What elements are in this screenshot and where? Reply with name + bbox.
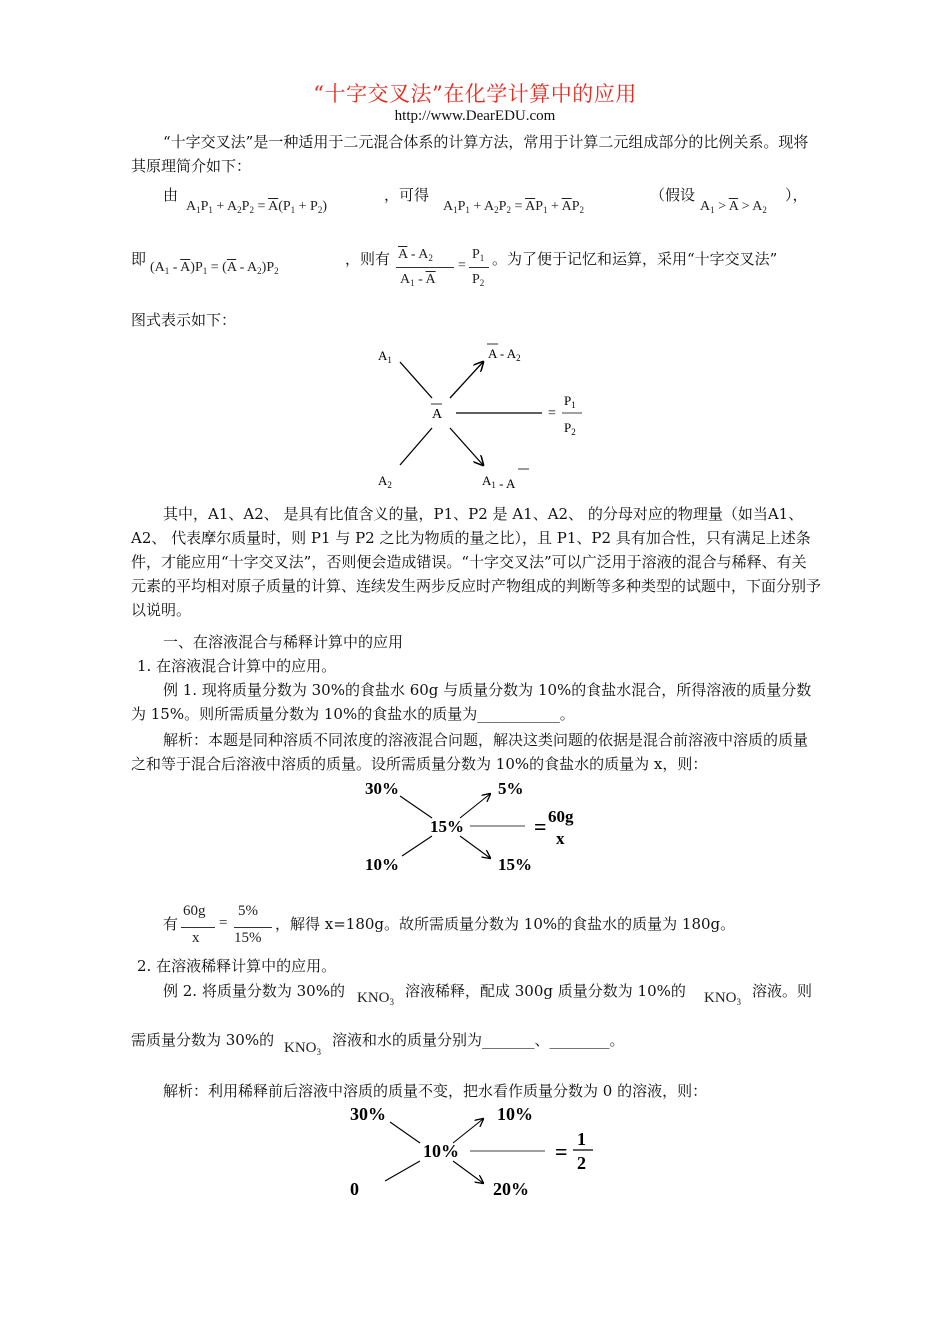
d2-center: 10% (423, 1141, 459, 1161)
res1-you: 有 (163, 915, 179, 933)
label-abar-minus-a2: A - $A_2$ (488, 346, 521, 363)
svg-text:=: = (548, 406, 556, 421)
label-abar: A (432, 407, 443, 422)
label-a1-minus-abar: $A_1$ - A (482, 473, 516, 491)
d1-top-right: 5% (498, 779, 524, 798)
formula-2: $A_1P_1 + A_2P_2 = \overline{A}P_1 + \overline{A}P_2$ (443, 199, 585, 215)
label-a2: $A_2$ (378, 473, 392, 490)
text-you: 由 (163, 186, 179, 204)
section-heading-1: 一、在溶液混合与稀释计算中的应用 (163, 633, 404, 651)
svg-text:=: = (534, 814, 547, 839)
text-zeyou: ，则有 (345, 250, 391, 268)
d1-top-left: 30% (365, 779, 399, 798)
svg-text:=: = (555, 1139, 568, 1164)
subsection-2: 2. 在溶液稀释计算中的应用。 (137, 957, 337, 975)
formula-condition: $A_1 > \overline{A} > A_2$ (700, 199, 767, 215)
res1-eq: = (219, 915, 228, 931)
text-after: 。为了便于记忆和运算，采用“十字交叉法” (492, 250, 778, 268)
ex2-d: 需质量分数为 30%的 (131, 1031, 275, 1049)
res1-d2: 15% (234, 930, 262, 946)
formula-3: $(A_1 - \overline{A})P_1 = (\overline{A} - A_2)P_2$ (150, 260, 279, 276)
text-tushi: 图式表示如下： (131, 311, 237, 329)
formula-1: $A_1P_1 + A_2P_2 = \overline{A}(P_1 + P_2)$ (186, 199, 328, 215)
fraction-den: $A_1 - \overline{A}$ (400, 272, 436, 288)
page-title: “十字交叉法”在化学计算中的应用 (313, 82, 637, 106)
fraction2-bar (469, 267, 489, 268)
res1-bar2 (234, 927, 272, 928)
fraction2-den: $P_2$ (472, 272, 485, 288)
ex2-kno3-3: $KNO_3$ (284, 1040, 321, 1057)
ex2-b: 溶液稀释，配成 300g 质量分数为 10%的 (405, 982, 686, 1000)
label-a1: $A_1$ (378, 348, 392, 365)
res1-text: ，解得 x=180g。故所需质量分数为 10%的食盐水的质量为 180g。 (275, 915, 736, 933)
source-url[interactable]: http://www.DearEDU.com (394, 108, 556, 124)
d2-top-left: 30% (350, 1104, 386, 1124)
text-ji: 即 (131, 250, 147, 268)
cross-diagram-general (370, 340, 600, 495)
d2-bottom-right: 20% (493, 1179, 529, 1199)
d2-denominator: 2 (577, 1153, 586, 1173)
answer-1: 解析：本题是同种溶质不同浓度的溶液混合问题，解决这类问题的依据是混合前溶液中溶质的质量之和等于混合后溶液中溶质的质量。设所需质量分数为 10%的食盐水的质量为 x，则： (131, 731, 809, 773)
res1-bar1 (181, 927, 215, 928)
fraction2-num: $P_1$ (472, 247, 485, 263)
d2-bottom-left: 0 (350, 1179, 359, 1199)
example-1: 例 1. 现将质量分数为 30%的食盐水 60g 与质量分数为 10%的食盐水混合，所得溶液的质量分数为 15%。则所需质量分数为 10%的食盐水的质量为___________。 (131, 681, 812, 723)
fraction-bar (396, 267, 454, 268)
ex2-e: 溶液和水的质量分别为_______、________。 (332, 1031, 625, 1049)
d2-numerator: 1 (577, 1129, 586, 1149)
text-kede: ，可得 (384, 186, 430, 204)
ex2-kno3-1: $KNO_3$ (357, 990, 394, 1007)
d1-bottom-right: 15% (498, 855, 532, 874)
ex2-a: 例 2. 将质量分数为 30%的 (163, 982, 345, 1000)
svg-text:P2: $P_2$ (564, 420, 576, 437)
cross-diagram-dilution (345, 1103, 605, 1203)
d1-numerator: 60g (548, 807, 574, 826)
intro-paragraph: “十字交叉法”是一种适用于二元混合体系的计算方法，常用于计算二元组成部分的比例关系。现将其原理简介如下： (131, 133, 809, 175)
ex2-c: 溶液。则 (752, 982, 813, 1000)
svg-text:P1: $P_1$ (564, 393, 576, 410)
ex2-kno3-2: $KNO_3$ (704, 990, 741, 1007)
cross-diagram-mixing (360, 776, 600, 876)
res1-d1: x (192, 930, 200, 946)
explain-paragraph: 其中，A1、A2、 是具有比值含义的量，P1、P2 是 A1、A2、 的分母对应的物理量（如当A1、A2、 代表摩尔质量时，则 P1 与 P2 之比为物质的量之比），且 P1、P2 具有加合性，只有满足上述条件，才能应用“十字交叉法”，否则便会造成错误。“十字交叉法”可以广泛用于溶液的混合与稀释、有关元素的平均相对原子质量的计算、连续发生两步反应时产物组成的判断等多种类型的试题中，下面分别予以说明。 (131, 505, 822, 619)
text-close: ）， (785, 186, 808, 204)
subsection-1: 1. 在溶液混合计算中的应用。 (137, 657, 337, 675)
d2-top-right: 10% (497, 1104, 533, 1124)
res1-n2: 5% (238, 903, 258, 919)
equals-sign: = (458, 258, 466, 273)
d1-bottom-left: 10% (365, 855, 399, 874)
res1-n1: 60g (183, 903, 206, 919)
d1-center: 15% (430, 817, 464, 836)
fraction-num: $\overline{A} - A_2$ (398, 247, 433, 263)
answer-2: 解析：利用稀释前后溶液中溶质的质量不变，把水看作质量分数为 0 的溶液，则： (163, 1082, 708, 1100)
text-jiashe: （假设 (650, 186, 696, 204)
d1-denominator: x (556, 829, 565, 848)
